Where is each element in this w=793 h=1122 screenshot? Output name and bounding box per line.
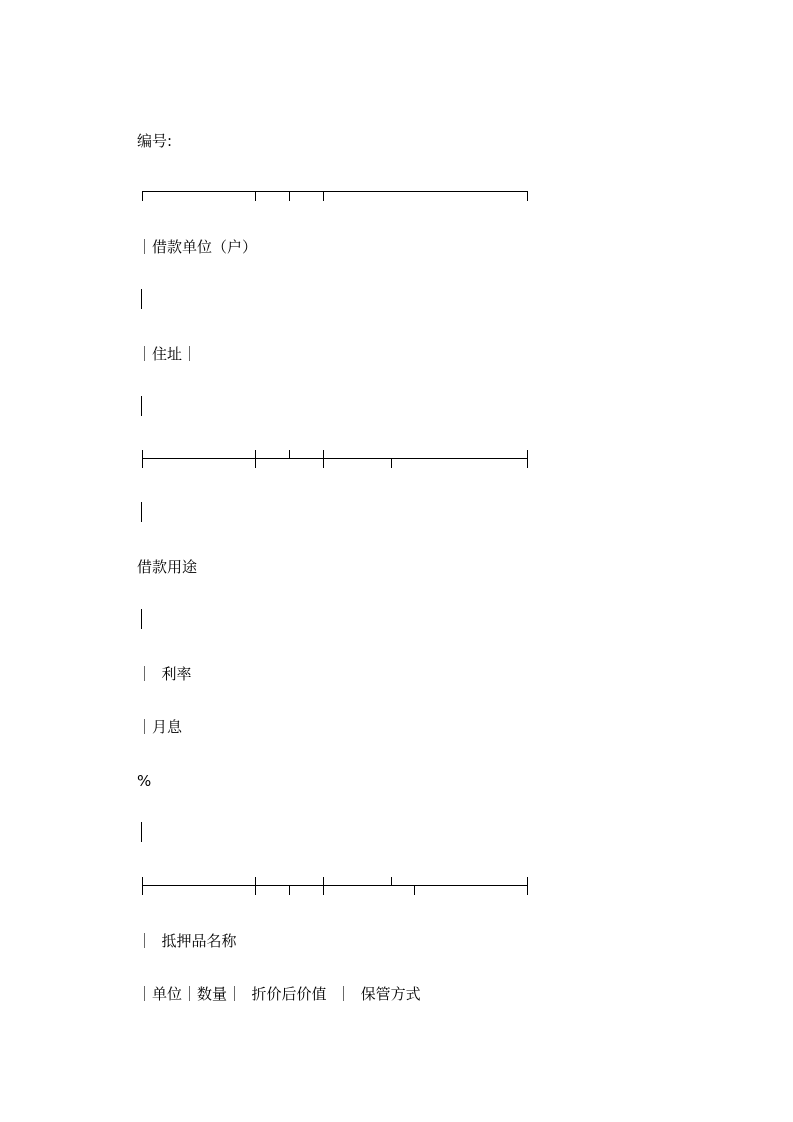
table-left-border-segment	[141, 609, 142, 629]
table-left-border-segment	[141, 396, 142, 416]
borrower-row: ｜借款单位（户）	[137, 238, 258, 256]
document-number-label: 编号:	[137, 132, 173, 150]
percent-sign: %	[137, 772, 152, 790]
collateral-name-row: ｜ 抵押品名称	[137, 932, 237, 950]
table-left-border-segment	[141, 822, 142, 842]
loan-purpose-label: 借款用途	[137, 558, 198, 576]
collateral-columns-row: ｜单位｜数量｜ 折价后价值 ｜ 保管方式	[137, 985, 421, 1003]
interest-rate-row: ｜ 利率	[137, 665, 192, 683]
address-row: ｜住址｜	[137, 345, 198, 363]
table-left-border-segment	[141, 289, 142, 309]
table-left-border-segment	[141, 502, 142, 522]
monthly-interest-row: ｜月息	[137, 718, 183, 736]
